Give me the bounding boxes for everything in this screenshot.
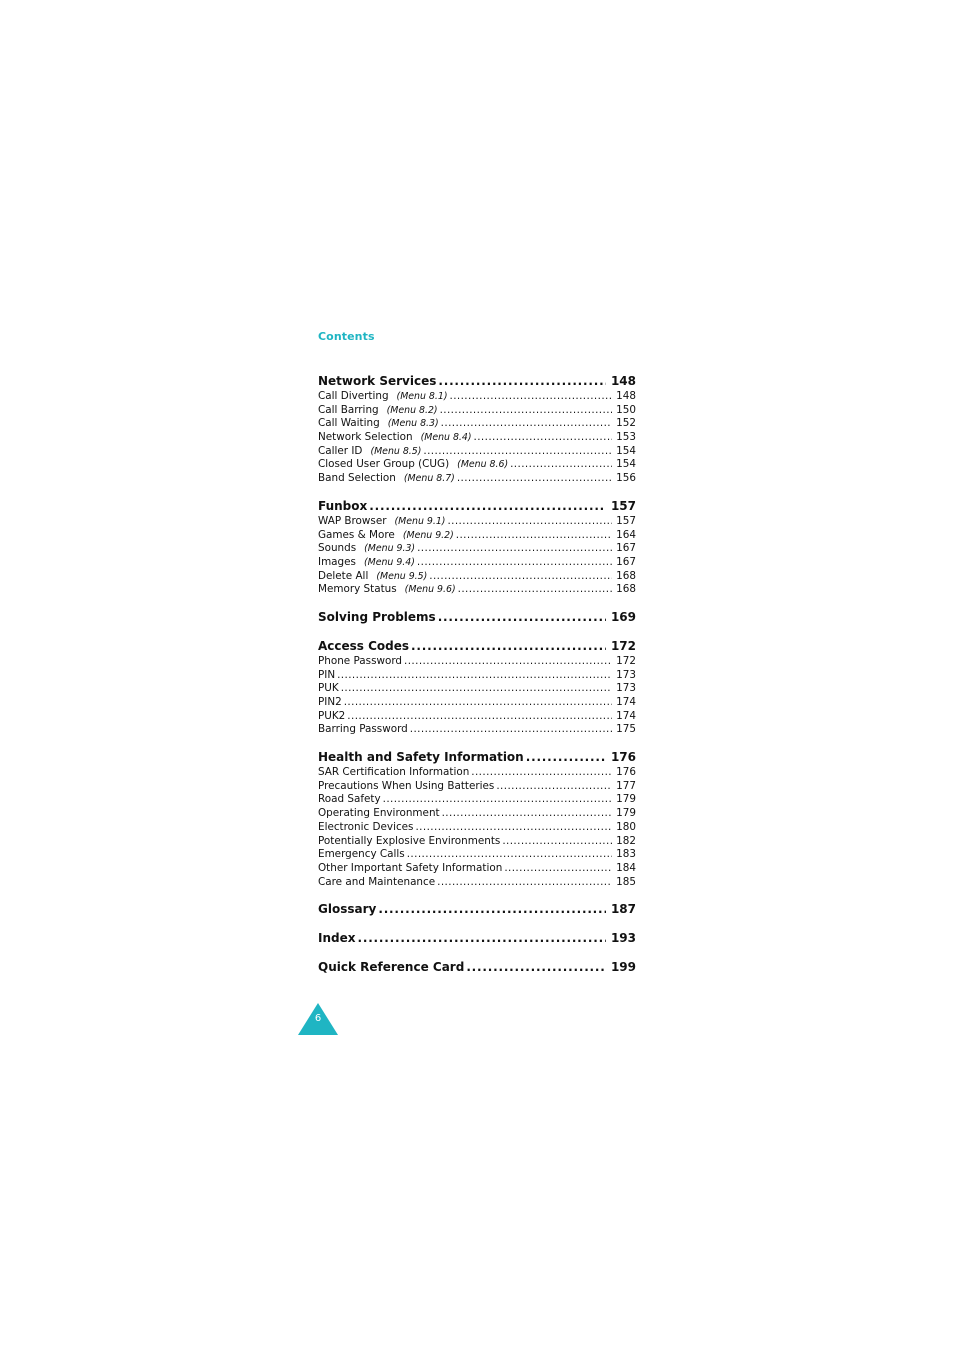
toc-entry-label: Phone Password (318, 654, 403, 667)
dot-leader (341, 682, 612, 696)
toc-entry-menu-ref: (Menu 8.5) (370, 445, 422, 457)
toc-section (318, 901, 636, 918)
toc-chapter-page: 193 (610, 931, 636, 946)
toc-entry-label: PUK (318, 682, 339, 695)
toc-entry-row[interactable] (318, 431, 636, 445)
toc-entry-row[interactable] (318, 669, 636, 683)
toc-entry-label: Call Waiting (318, 417, 380, 430)
dot-leader (458, 583, 612, 597)
dot-leader (471, 766, 612, 780)
toc-entry-page: 154 (616, 458, 636, 471)
toc-entry-row[interactable] (318, 445, 636, 459)
dot-leader (474, 431, 612, 445)
toc-entry-page: 154 (616, 444, 636, 457)
toc-entry-row[interactable] (318, 766, 636, 780)
toc-entry-row[interactable] (318, 682, 636, 696)
toc-entry-page: 164 (616, 528, 636, 541)
dot-leader (496, 780, 612, 794)
toc-entry-page: 183 (616, 848, 636, 861)
dot-leader (438, 373, 606, 390)
dot-leader (415, 821, 612, 835)
toc-chapter-page: 187 (610, 902, 636, 917)
toc-entry-row[interactable] (318, 807, 636, 821)
dot-leader (404, 655, 612, 669)
dot-leader (378, 901, 606, 918)
toc-entry-row[interactable] (318, 417, 636, 431)
toc-entry-page: 182 (616, 834, 636, 847)
toc-entry-row[interactable] (318, 862, 636, 876)
toc-entry-page: 174 (616, 696, 636, 708)
dot-leader (457, 472, 612, 486)
toc-entry-row[interactable] (318, 696, 636, 710)
toc-entry-label: Caller ID (318, 444, 363, 457)
toc-entry-row[interactable] (318, 710, 636, 724)
page-number: 6 (314, 1013, 322, 1024)
toc-chapter-title: Access Codes (318, 638, 410, 653)
toc-section (318, 749, 636, 889)
toc-entry-label: Memory Status (318, 583, 397, 596)
toc-entry-row[interactable] (318, 472, 636, 486)
toc-entry-row[interactable] (318, 848, 636, 862)
toc-entry-label: Closed User Group (CUG) (318, 458, 450, 471)
toc-entry-menu-ref: (Menu 8.3) (387, 418, 439, 430)
dot-leader (357, 930, 606, 947)
toc-entry-label: Images (318, 555, 356, 568)
toc-entry-menu-ref: (Menu 8.7) (403, 473, 455, 485)
toc-entry-row[interactable] (318, 655, 636, 669)
toc-entry-row[interactable] (318, 458, 636, 472)
toc-entry-page: 172 (616, 654, 636, 667)
toc-entry-label: SAR Certification Information (318, 766, 470, 779)
toc-section (318, 638, 636, 737)
toc-entry-row[interactable] (318, 556, 636, 570)
toc-chapter-title: Glossary (318, 902, 377, 917)
toc-entry-page: 168 (616, 583, 636, 596)
toc-chapter-title: Network Services (318, 374, 437, 388)
toc-entry-label: Call Barring (318, 403, 379, 416)
toc-chapter-row[interactable] (318, 638, 636, 655)
toc-entry-page: 173 (616, 682, 636, 695)
toc-entry-label: Barring Password (318, 723, 408, 736)
toc-entry-menu-ref: (Menu 9.3) (364, 543, 416, 555)
toc-entry-label: Delete All (318, 569, 369, 582)
toc-entry-row[interactable] (318, 793, 636, 807)
toc-section (318, 373, 636, 486)
toc-entry-page: 174 (616, 709, 636, 722)
dot-leader (466, 959, 606, 976)
dot-leader (429, 570, 612, 584)
toc-chapter-title: Funbox (318, 498, 368, 513)
dot-leader (410, 723, 612, 737)
toc-chapter-page: 169 (610, 609, 636, 624)
toc-entry-page: 176 (616, 766, 636, 779)
dot-leader (438, 609, 606, 626)
toc-entry-menu-ref: (Menu 9.1) (394, 515, 446, 527)
dot-leader (442, 807, 612, 821)
toc-entry-menu-ref: (Menu 8.1) (396, 391, 448, 402)
toc-entry-menu-ref: (Menu 9.5) (376, 570, 428, 582)
toc-entry-row[interactable] (318, 542, 636, 556)
dot-leader (456, 529, 612, 543)
toc-entry-row[interactable] (318, 515, 636, 529)
dot-leader (423, 445, 612, 459)
toc-entry-label: Emergency Calls (318, 848, 405, 861)
toc-chapter-row[interactable] (318, 609, 636, 626)
toc-entry-menu-ref: (Menu 9.6) (404, 584, 456, 596)
toc-entry-row[interactable] (318, 821, 636, 835)
toc-entry-row[interactable] (318, 583, 636, 597)
dot-leader (510, 458, 612, 472)
table-of-contents (318, 373, 636, 988)
dot-leader (383, 793, 612, 807)
dot-leader (417, 556, 612, 570)
toc-section (318, 930, 636, 947)
toc-entry-label: Network Selection (318, 431, 413, 444)
toc-entry-label: Call Diverting (318, 390, 389, 402)
toc-entry-label: Road Safety (318, 793, 381, 806)
toc-section (318, 498, 636, 597)
toc-entry-row[interactable] (318, 723, 636, 737)
toc-entry-page: 168 (616, 569, 636, 582)
toc-chapter-row[interactable] (318, 930, 636, 947)
toc-entry-row[interactable] (318, 390, 636, 404)
toc-entry-label: PIN2 (318, 696, 342, 708)
running-head-title: Contents (318, 330, 375, 343)
toc-entry-page: 184 (616, 861, 636, 874)
toc-entry-label: Electronic Devices (318, 820, 414, 833)
dot-leader (447, 515, 612, 529)
toc-entry-label: Band Selection (318, 472, 396, 485)
toc-entry-label: WAP Browser (318, 514, 387, 527)
toc-chapter-page: 148 (610, 374, 636, 388)
toc-section (318, 609, 636, 626)
toc-entry-page: 148 (616, 390, 636, 402)
toc-entry-page: 179 (616, 807, 636, 820)
dot-leader (526, 749, 606, 766)
toc-entry-label: Care and Maintenance (318, 875, 436, 888)
toc-entry-label: Sounds (318, 542, 357, 555)
toc-entry-page: 167 (616, 555, 636, 568)
toc-entry-row[interactable] (318, 570, 636, 584)
dot-leader (504, 862, 612, 876)
toc-entry-page: 150 (616, 403, 636, 416)
toc-chapter-page: 199 (610, 960, 636, 975)
toc-chapter-row[interactable] (318, 901, 636, 918)
dot-leader (344, 696, 612, 710)
dot-leader (407, 848, 612, 862)
dot-leader (450, 390, 613, 404)
toc-entry-menu-ref: (Menu 8.4) (420, 432, 472, 444)
toc-chapter-page: 157 (610, 498, 636, 513)
toc-entry-page: 177 (616, 779, 636, 792)
toc-entry-label: Potentially Explosive Environments (318, 834, 501, 847)
toc-chapter-title: Index (318, 931, 356, 946)
dot-leader (369, 498, 606, 515)
toc-entry-page: 152 (616, 417, 636, 430)
toc-entry-label: Other Important Safety Information (318, 861, 503, 874)
toc-entry-label: Precautions When Using Batteries (318, 779, 495, 792)
dot-leader (411, 638, 606, 655)
toc-entry-label: PIN (318, 668, 336, 681)
toc-entry-label: PUK2 (318, 709, 346, 722)
toc-entry-row[interactable] (318, 529, 636, 543)
dot-leader (347, 710, 612, 724)
toc-entry-page: 180 (616, 820, 636, 833)
toc-entry-label: Games & More (318, 528, 395, 541)
toc-chapter-row[interactable] (318, 498, 636, 515)
toc-entry-page: 185 (616, 875, 636, 888)
dot-leader (440, 404, 612, 418)
dot-leader (502, 835, 612, 849)
toc-entry-page: 157 (616, 514, 636, 527)
dot-leader (441, 417, 612, 431)
toc-chapter-title: Health and Safety Information (318, 750, 524, 765)
toc-entry-page: 153 (616, 431, 636, 444)
toc-section (318, 959, 636, 976)
toc-chapter-title: Solving Problems (318, 609, 436, 624)
toc-chapter-page: 176 (610, 750, 636, 765)
dot-leader (437, 876, 612, 890)
toc-chapter-row[interactable] (318, 959, 636, 976)
toc-entry-page: 173 (616, 668, 636, 681)
toc-entry-page: 156 (616, 472, 636, 485)
toc-chapter-row[interactable] (318, 749, 636, 766)
toc-entry-menu-ref: (Menu 8.2) (386, 404, 438, 416)
toc-entry-label: Operating Environment (318, 807, 440, 820)
dot-leader (337, 669, 612, 683)
toc-entry-row[interactable] (318, 404, 636, 418)
toc-entry-menu-ref: (Menu 8.6) (457, 459, 509, 471)
dot-leader (417, 542, 612, 556)
toc-entry-menu-ref: (Menu 9.4) (363, 556, 415, 568)
toc-chapter-title: Quick Reference Card (318, 960, 465, 975)
toc-entry-row[interactable] (318, 876, 636, 890)
toc-entry-menu-ref: (Menu 9.2) (402, 529, 454, 541)
toc-entry-page: 179 (616, 793, 636, 806)
toc-entry-row[interactable] (318, 780, 636, 794)
toc-entry-page: 167 (616, 542, 636, 555)
toc-entry-row[interactable] (318, 835, 636, 849)
toc-entry-page: 175 (616, 723, 636, 736)
toc-chapter-page: 172 (610, 638, 636, 653)
toc-chapter-row[interactable] (318, 373, 636, 390)
